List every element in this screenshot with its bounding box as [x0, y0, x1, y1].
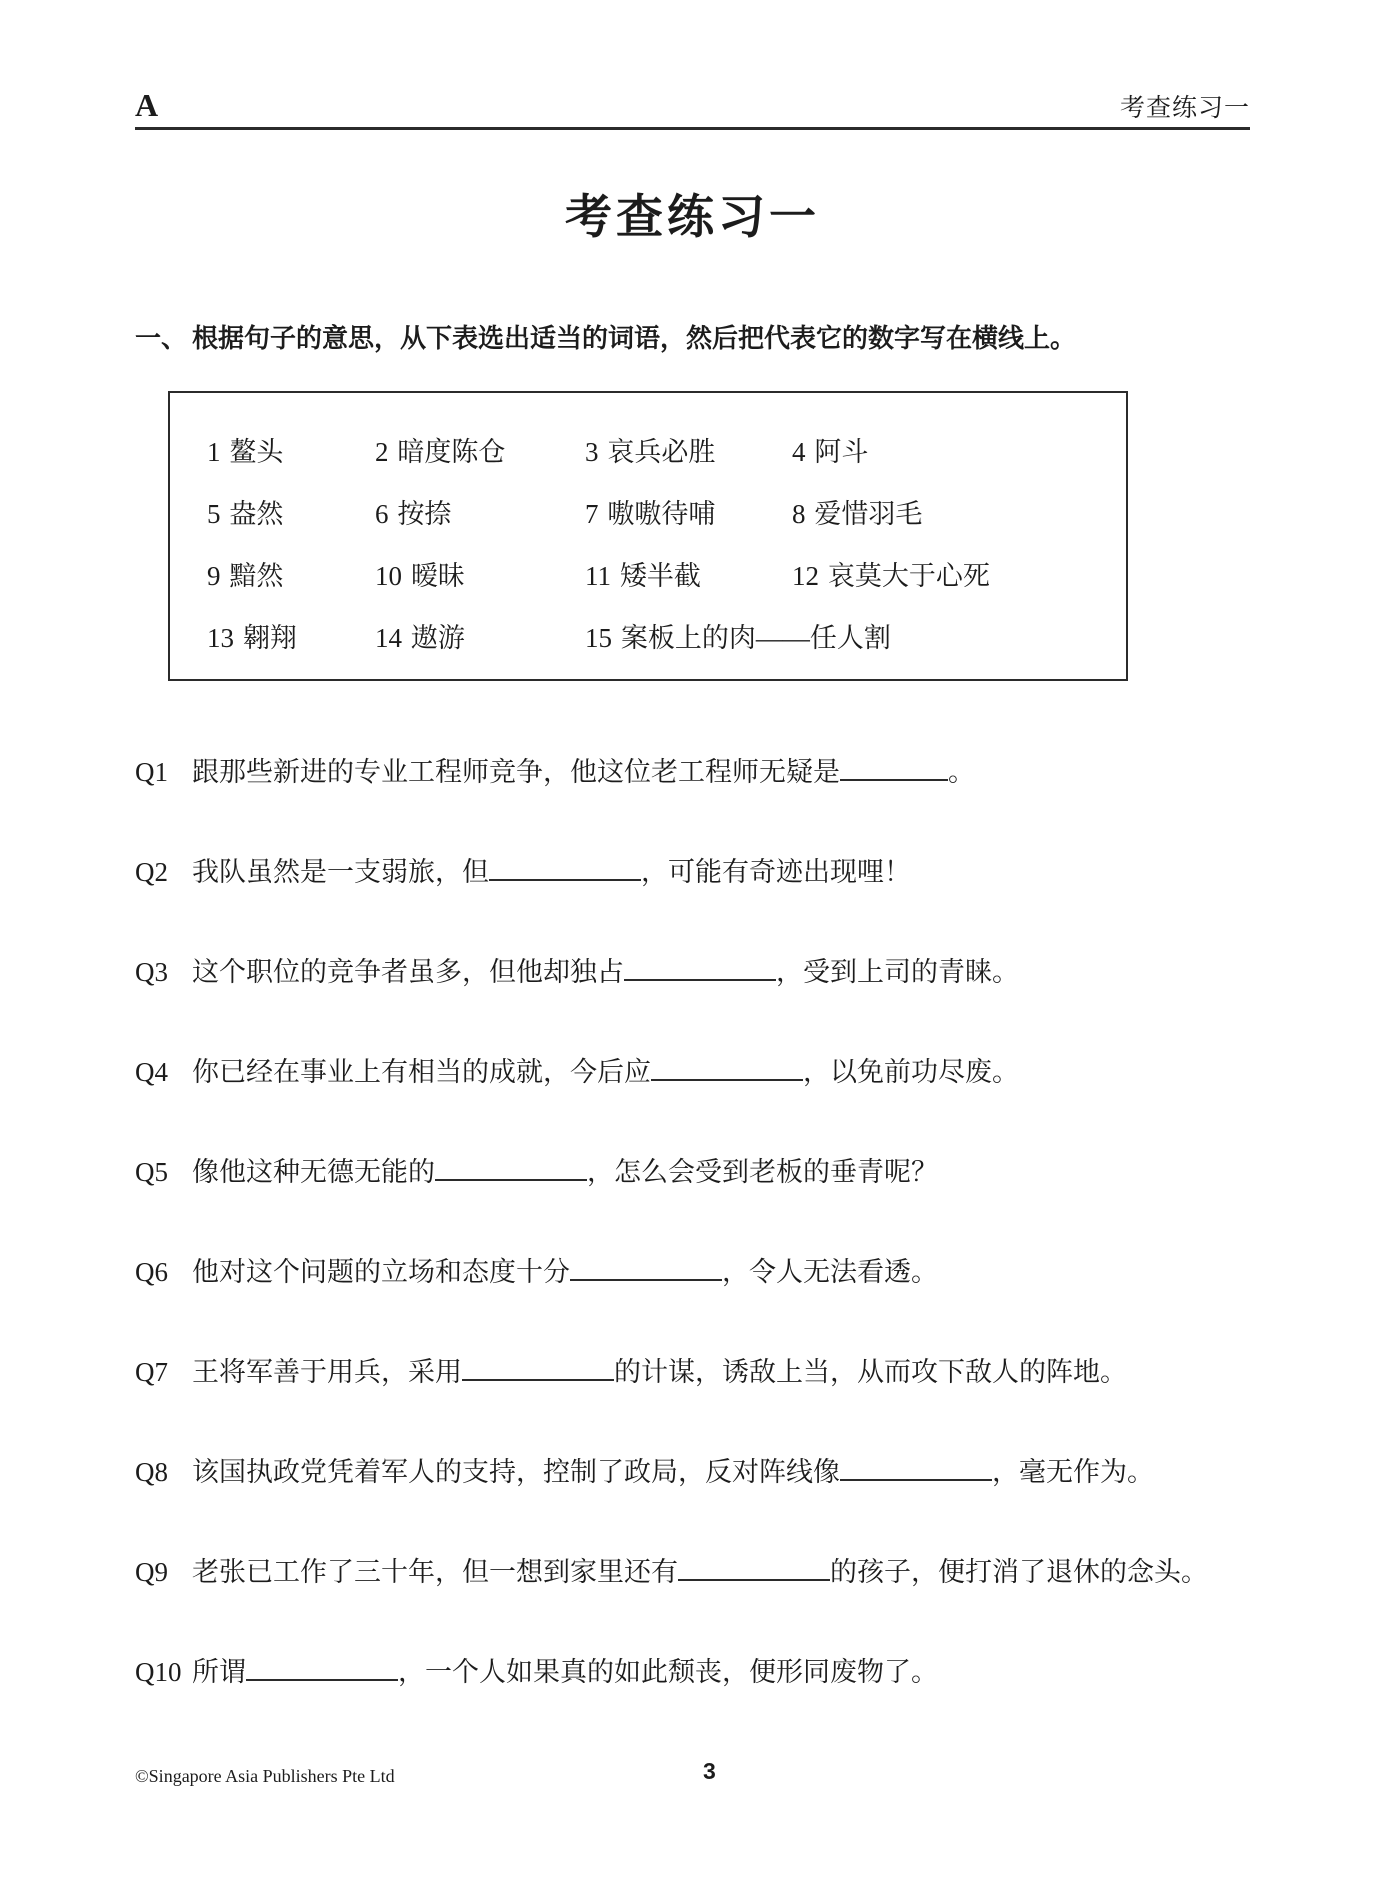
word-text: 暗度陈仓: [397, 436, 506, 467]
question-text-after: ，受到上司的青睐。: [776, 957, 1019, 987]
question-text: [192, 1251, 1250, 1294]
question-text-before: 你已经在事业上有相当的成就，今后应: [192, 1057, 651, 1087]
word-number: 4: [792, 436, 806, 467]
word-number: 7: [585, 498, 599, 529]
instruction-text: 根据句子的意思，从下表选出适当的词语，然后把代表它的数字写在横线上。: [192, 323, 1077, 353]
question-text: [192, 851, 1250, 894]
question-label: Q2: [135, 857, 168, 887]
question-text-after: 的计谋，诱敌上当，从而攻下敌人的阵地。: [614, 1357, 1127, 1387]
question-label: Q3: [135, 957, 168, 987]
answer-blank: [840, 1455, 992, 1481]
question-q10: [135, 1651, 1250, 1694]
question-text-after: ，可能有奇迹出现哩！: [641, 857, 911, 887]
question-q4: [135, 1051, 1250, 1094]
answer-blank: [435, 1155, 587, 1181]
word-bank-item-12: [792, 554, 1126, 593]
word-text: 遨游: [410, 622, 465, 653]
word-text: 按捺: [397, 498, 452, 529]
word-text: 阿斗: [814, 436, 869, 467]
question-q2: [135, 851, 1250, 894]
page-number: 3: [703, 1758, 716, 1784]
copyright-text: ©Singapore Asia Publishers Pte Ltd: [135, 1766, 395, 1786]
answer-blank: [678, 1555, 830, 1581]
word-number: 13: [207, 622, 234, 653]
word-bank-item-5: [207, 492, 375, 531]
question-text: [192, 1151, 1250, 1194]
word-number: 9: [207, 560, 221, 591]
page-header: [135, 78, 1250, 130]
word-text: 暧昧: [410, 560, 465, 591]
word-bank-grid: [207, 418, 1126, 666]
question-text-before: 该国执政党凭着军人的支持，控制了政局，反对阵线像: [192, 1457, 840, 1487]
question-text-before: 他对这个问题的立场和态度十分: [192, 1257, 570, 1287]
word-bank-item-2: [375, 430, 585, 469]
instruction-number: 一、: [135, 323, 188, 353]
answer-blank: [651, 1055, 803, 1081]
question-text: [192, 1451, 1250, 1494]
question-text-before: 所谓: [192, 1657, 246, 1687]
question-label: Q10: [135, 1657, 182, 1687]
word-text: 盎然: [229, 498, 284, 529]
word-bank-item-1: [207, 430, 375, 469]
question-q5: [135, 1151, 1250, 1194]
word-number: 2: [375, 436, 389, 467]
question-text: [192, 1351, 1250, 1394]
word-bank-item-15: [585, 616, 1126, 655]
word-bank-box: [168, 391, 1128, 681]
question-text-after: 的孩子，便打消了退休的念头。: [830, 1557, 1208, 1587]
question-text: [192, 1051, 1250, 1094]
question-text: [192, 1651, 1250, 1694]
answer-blank: [246, 1655, 398, 1681]
question-text: [192, 1551, 1250, 1594]
answer-blank: [570, 1255, 722, 1281]
word-text: 鳌头: [229, 436, 284, 467]
running-head-title: 考查练习一: [1119, 95, 1250, 122]
question-text: [192, 751, 1250, 794]
word-number: 12: [792, 560, 819, 591]
question-label: Q1: [135, 757, 168, 787]
question-label: Q6: [135, 1257, 168, 1287]
answer-blank: [489, 855, 641, 881]
question-label: Q4: [135, 1057, 168, 1087]
word-bank-item-11: [585, 554, 792, 593]
question-text-after: ，毫无作为。: [992, 1457, 1154, 1487]
word-text: 爱惜羽毛: [814, 498, 923, 529]
section-corner-label: A: [135, 87, 159, 123]
word-bank-item-13: [207, 616, 375, 655]
question-q7: [135, 1351, 1250, 1394]
question-text-before: 王将军善于用兵，采用: [192, 1357, 462, 1387]
word-text: 矮半截: [619, 560, 701, 591]
word-bank-item-6: [375, 492, 585, 531]
word-bank-item-14: [375, 616, 585, 655]
question-text-before: 我队虽然是一支弱旅，但: [192, 857, 489, 887]
question-q3: [135, 951, 1250, 994]
question-text-after: ，怎么会受到老板的垂青呢？: [587, 1157, 938, 1187]
word-bank-item-7: [585, 492, 792, 531]
word-number: 3: [585, 436, 599, 467]
question-label: Q7: [135, 1357, 168, 1387]
word-text: 嗷嗷待哺: [607, 498, 716, 529]
word-text: 案板上的肉——任人割: [620, 622, 891, 653]
word-number: 14: [375, 622, 402, 653]
question-text-before: 这个职位的竞争者虽多，但他却独占: [192, 957, 624, 987]
word-bank-item-4: [792, 430, 1126, 469]
word-number: 8: [792, 498, 806, 529]
question-text-after: ，以免前功尽废。: [803, 1057, 1019, 1087]
question-text-after: 。: [948, 757, 975, 787]
word-text: 哀兵必胜: [607, 436, 716, 467]
word-bank-item-9: [207, 554, 375, 593]
word-text: 哀莫大于心死: [827, 560, 990, 591]
word-bank-item-10: [375, 554, 585, 593]
page-footer: [135, 1758, 1250, 1792]
word-number: 15: [585, 622, 612, 653]
question-label: Q5: [135, 1157, 168, 1187]
question-label: Q9: [135, 1557, 168, 1587]
answer-blank: [462, 1355, 614, 1381]
question-text-before: 跟那些新进的专业工程师竞争，他这位老工程师无疑是: [192, 757, 840, 787]
question-text-before: 老张已工作了三十年，但一想到家里还有: [192, 1557, 678, 1587]
word-number: 10: [375, 560, 402, 591]
answer-blank: [624, 955, 776, 981]
word-number: 1: [207, 436, 221, 467]
question-q6: [135, 1251, 1250, 1294]
question-text-after: ，一个人如果真的如此颓丧，便形同废物了。: [398, 1657, 938, 1687]
question-text: [192, 951, 1250, 994]
exercise-title: 考查练习一: [565, 190, 820, 243]
word-number: 5: [207, 498, 221, 529]
word-text: 翱翔: [242, 622, 297, 653]
word-number: 6: [375, 498, 389, 529]
question-label: Q8: [135, 1457, 168, 1487]
word-bank-item-8: [792, 492, 1126, 531]
question-q9: [135, 1551, 1250, 1594]
word-bank-item-3: [585, 430, 792, 469]
instruction-line: [135, 321, 1250, 355]
question-q8: [135, 1451, 1250, 1494]
question-text-before: 像他这种无德无能的: [192, 1157, 435, 1187]
word-text: 黯然: [229, 560, 284, 591]
question-text-after: ，令人无法看透。: [722, 1257, 938, 1287]
question-q1: [135, 751, 1250, 794]
answer-blank: [840, 755, 948, 781]
question-list: [135, 751, 1250, 1694]
word-number: 11: [585, 560, 611, 591]
